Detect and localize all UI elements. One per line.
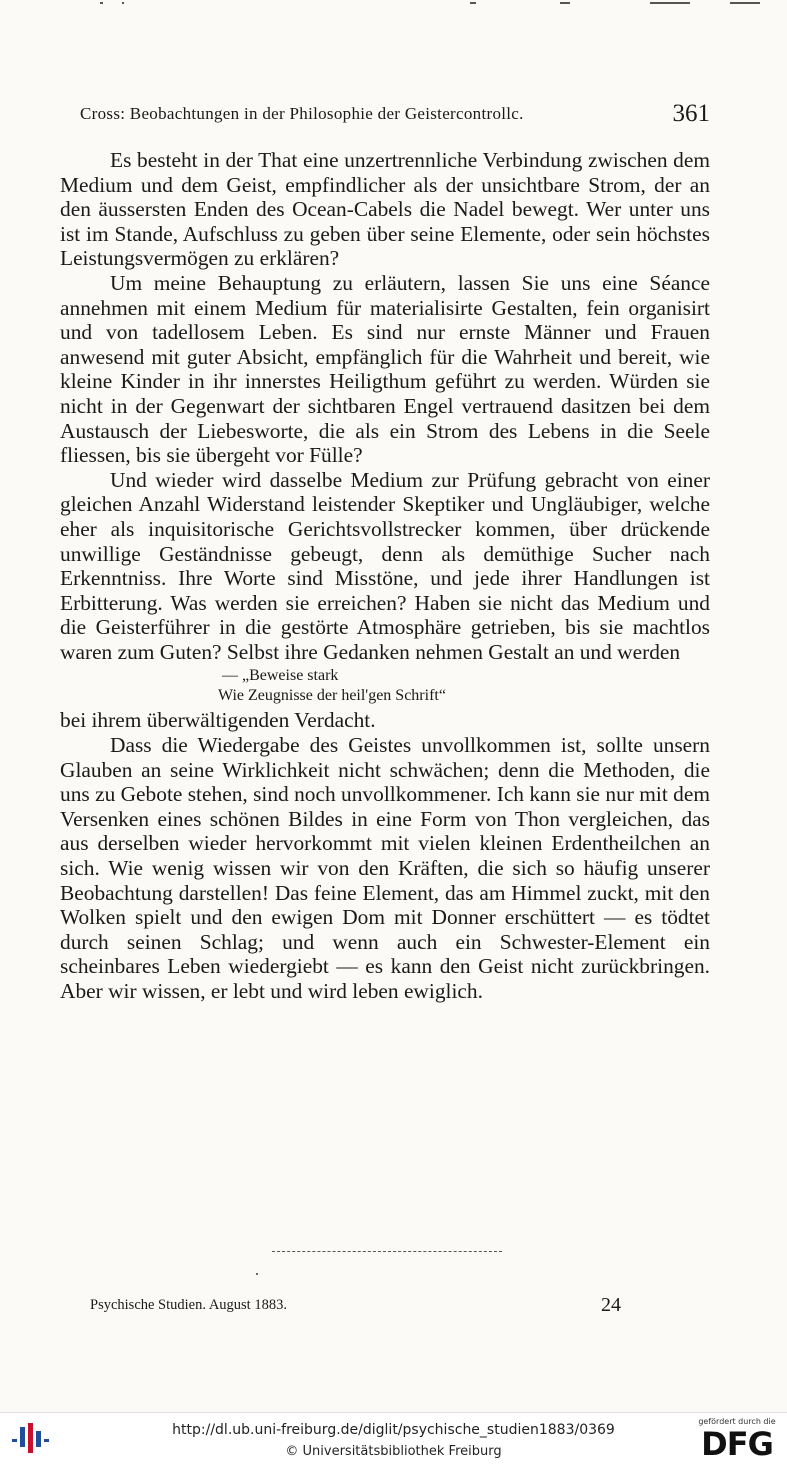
page-number: 361 (672, 100, 710, 127)
viewer-footer-bar (0, 1412, 787, 1466)
page-url-link[interactable]: http://dl.ub.uni-freiburg.de/diglit/psychische_studien1883/0369 (172, 1422, 615, 1438)
dfg-logo-icon (695, 1417, 779, 1463)
page-footer (90, 1294, 625, 1318)
continuation-line: bei ihrem überwältigenden Verdacht. (60, 708, 376, 733)
body-text (60, 148, 710, 1004)
running-title: Cross: Beobachtungen in der Philosophie der Geistercontrollc. (80, 104, 524, 123)
paragraph-4: Dass die Wiedergabe des Geistes unvollkommen ist, sollte unsern Glauben an seine Wirklichkeit nicht schwächen; denn die Methoden, die uns zu Gebote stehen, sind noch unvollkommener. Ich kann sie nur mit dem Versenken eines schönen Bildes in eine Form von Thon vergleichen, das aus derselben wieder hervorkommt mit vielen kleinen Erdentheilchen an sich. Wie wenig wissen wir von den Kräften, die sich so häufig unserer Beobachtung darstellen! Das feine Element, das am Himmel zuckt, mit den Wolken spielt und den ewigen Dom mit Donner erschüttert — es tödtet durch seinen Schlag; und wenn auch ein Schwester-Element ein scheinbares Leben wiedergiebt — es kann den Geist nicht zurückbringen. Aber wir wissen, er lebt und wird leben ewiglich. (60, 733, 710, 1003)
dfg-tagline: gefördert durch die (698, 1417, 776, 1426)
copyright-notice: © Universitätsbibliothek Freiburg (285, 1444, 502, 1459)
scan-speck (470, 2, 476, 4)
scan-speck (560, 2, 570, 4)
quote-line-2: Wie Zeugnisse der heil'gen Schrift“ (218, 687, 446, 705)
scan-edge-marks (0, 0, 787, 14)
scan-speck (650, 2, 690, 4)
verse-quote (218, 666, 710, 706)
scan-speck (122, 2, 124, 4)
scan-speck (100, 2, 103, 4)
paragraph-2: Um meine Behauptung zu erläutern, lassen Sie uns eine Séance annehmen mit einem Medium für materialisirte Gestalten, fein organisirt und von tadellosem Leben. Es sind nur ernste Männer und Frauen anwesend mit guter Absicht, empfänglich für die Wahrheit und bereit, wie kleine Kinder in ihr innerstes Heiligthum geführt zu werden. Würden sie nicht in der Gegenwart der sichtbaren Engel vertrauend dasitzen bei dem Austausch der Liebesworte, die als ein Strom des Lebens in die Seele fliessen, bis sie übergeht vor Fülle? (60, 270, 710, 468)
paragraph-1: Es besteht in der That eine unzertrennliche Verbindung zwischen dem Medium und dem Geist, empfindlicher als der unsichtbare Strom, der an den äussersten Enden des Ocean-Cabels die Nadel bewegt. Wer unter uns ist im Stande, Aufschluss zu geben über seine Elemente, oder sein höchstes Leistungsvermögen zu erklären? (60, 148, 710, 271)
dfg-mark: DFG (701, 1425, 773, 1463)
section-rule (272, 1251, 502, 1252)
paragraph-3: Und wieder wird dasselbe Medium zur Prüfung gebracht von einer gleichen Anzahl Widerstand leistender Skeptiker und Ungläubiger, welche eher als inquisitorische Gerichtsvollstrecker kommen, über drückende unwillige Geständnisse gebeugt, denn als demüthige Sucher nach Erkenntniss. Ihre Worte sind Misstöne, und jede ihrer Handlungen ist Erbitterung. Was werden sie erreichen? Haben sie nicht das Medium und die Geisterführer in die gestörte Atmosphäre getrieben, bis sie machtlos waren zum Guten? Selbst ihre Gedanken nehmen Gestalt an und werden (60, 467, 710, 664)
signature-mark: 24 (601, 1294, 621, 1316)
quote-line-1: — „Beweise stark (222, 667, 339, 685)
journal-footer: Psychische Studien. August 1883. (90, 1297, 287, 1313)
scan-dot (256, 1273, 258, 1275)
running-head (80, 100, 712, 130)
scan-speck (730, 2, 760, 4)
